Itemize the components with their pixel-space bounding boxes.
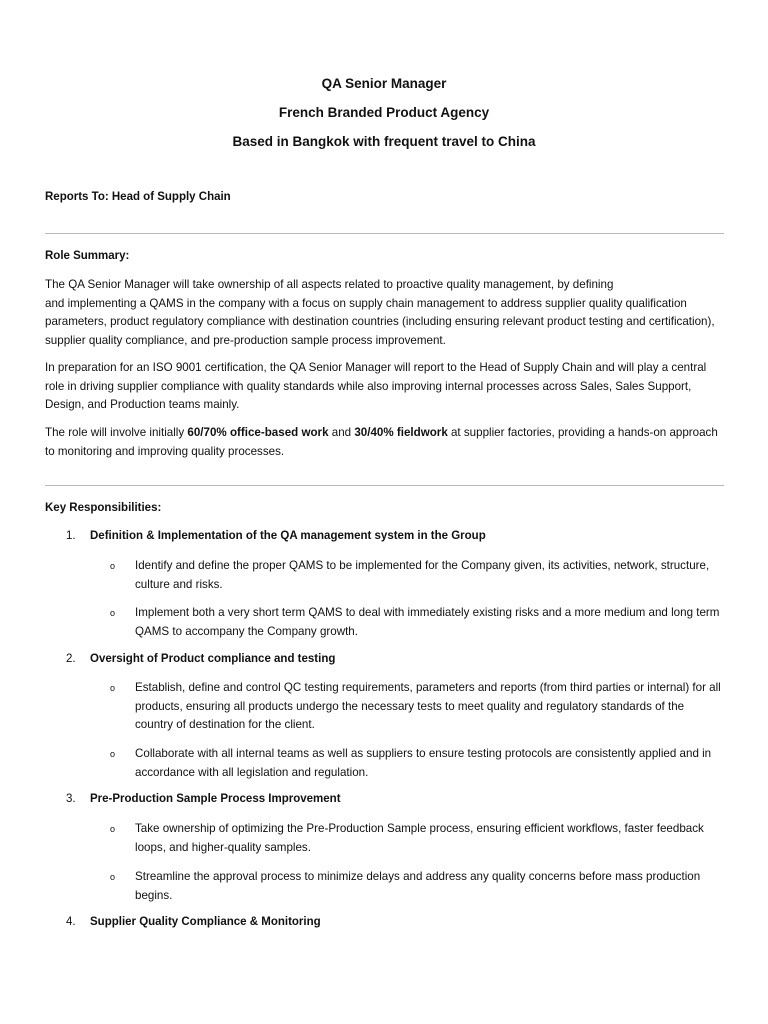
bullet-circle-icon: o	[110, 608, 116, 618]
divider	[45, 485, 724, 486]
bullet-text: Implement both a very short term QAMS to deal with immediately existing risks and a more medium and long term QAMS to accompany the Company growth.	[135, 606, 720, 638]
p3-office-share: 60/70% office-based work	[187, 426, 329, 439]
bullet-text: Establish, define and control QC testing requirements, parameters and reports (from third parties or internal) for all products, ensuring all products undergo the necessary tests to meet quality and regulatory standards of the country of destination for the client.	[135, 681, 721, 732]
bullet-circle-icon: o	[110, 561, 116, 571]
item-title: Pre-Production Sample Process Improvement	[90, 793, 341, 805]
role-summary-heading: Role Summary:	[45, 250, 130, 262]
role-summary-paragraph-3	[45, 424, 725, 461]
key-responsibilities-heading: Key Responsibilities:	[45, 502, 162, 514]
item-title: Supplier Quality Compliance & Monitoring	[90, 916, 321, 928]
bullet-circle-icon: o	[110, 872, 116, 882]
bullet-circle-icon: o	[110, 824, 116, 834]
bullet-item	[110, 820, 722, 857]
item-number: 1.	[66, 530, 76, 542]
bullet-circle-icon: o	[110, 683, 116, 693]
role-summary-p1-rest: and implementing a QAMS in the company with a focus on supply chain management to address supplier quality qualification parameters, product regulatory compliance with destination countries (including ensuring relevant product testing and certification), supplier quality compliance, and pre-production sample process improvement.	[45, 296, 715, 347]
p3-text-1: The role will involve initially	[45, 426, 188, 439]
bullet-text: Collaborate with all internal teams as well as suppliers to ensure testing protocols are consistently applied and in accordance with all legislation and regulation.	[135, 747, 712, 779]
p3-text-2: and	[328, 426, 355, 439]
bullet-item	[110, 745, 722, 782]
bullet-text: Take ownership of optimizing the Pre-Production Sample process, ensuring efficient workflows, faster feedback loops, and higher-quality samples.	[135, 822, 704, 854]
item-number: 4.	[66, 916, 76, 928]
job-title: QA Senior Manager	[321, 76, 447, 91]
responsibility-item	[66, 653, 335, 665]
role-summary-p1-line1: The QA Senior Manager will take ownership of all aspects related to proactive quality management, by defining	[45, 278, 614, 291]
responsibility-item	[66, 530, 486, 542]
bullet-item	[110, 604, 722, 641]
bullet-circle-icon: o	[110, 749, 116, 759]
p3-fieldwork-share: 30/40% fieldwork	[354, 426, 448, 439]
bullet-text: Streamline the approval process to minimize delays and address any quality concerns before mass production begins.	[135, 870, 701, 902]
role-summary-paragraph-2: In preparation for an ISO 9001 certification, the QA Senior Manager will report to the Head of Supply Chain and will play a central role in driving supplier compliance with quality standards while also improving internal processes across Sales, Sales Support, Design, and Production teams mainly.	[45, 361, 707, 412]
item-number: 3.	[66, 793, 76, 805]
item-title: Oversight of Product compliance and testing	[90, 653, 336, 665]
bullet-item	[110, 868, 722, 905]
responsibility-item	[66, 916, 321, 928]
item-number: 2.	[66, 653, 76, 665]
divider	[45, 233, 724, 234]
company-name: French Branded Product Agency	[278, 105, 490, 120]
bullet-item	[110, 557, 722, 594]
responsibility-item	[66, 793, 341, 805]
item-title: Definition & Implementation of the QA management system in the Group	[90, 530, 486, 542]
p3-text-3: at supplier factories, providing a hands-on approach to monitoring and improving quality processes.	[45, 426, 718, 458]
role-summary-paragraph-1	[45, 276, 725, 350]
reports-to: Reports To: Head of Supply Chain	[45, 191, 231, 203]
bullet-text: Identify and define the proper QAMS to be implemented for the Company given, its activities, network, structure, culture and risks.	[135, 559, 710, 591]
location: Based in Bangkok with frequent travel to China	[232, 134, 536, 149]
bullet-item	[110, 679, 722, 735]
